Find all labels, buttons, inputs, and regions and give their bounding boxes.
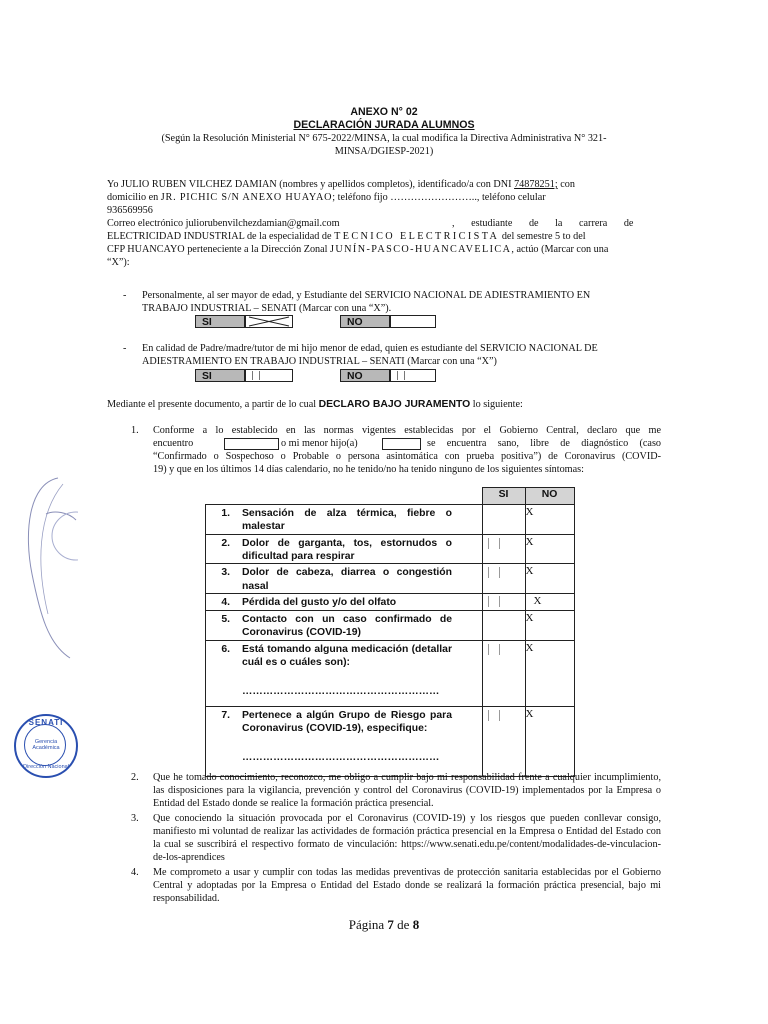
option-guardian-text	[142, 342, 662, 368]
no-cell[interactable]: X	[525, 564, 574, 594]
declarant-line-1	[107, 178, 662, 191]
table-row	[206, 706, 575, 776]
mark-instruction-end: “X”):	[107, 257, 130, 269]
declarant-name-text: Yo JULIO RUBEN VILCHEZ DAMIAN (nombres y apellidos completos), identificado/a con DNI	[107, 179, 515, 190]
option2-no-label: NO	[340, 369, 390, 382]
header-si: SI	[482, 488, 525, 505]
option-dash-2: -	[123, 343, 127, 354]
no-cell[interactable]: X	[525, 610, 574, 640]
declarant-line-5	[107, 230, 662, 243]
stamp-bottom-text: Dirección Nacional	[23, 764, 69, 770]
symptom-text: Dolor de garganta, tos, estornudos o dificultad para respirar	[242, 537, 452, 562]
mark-instruction: , actúo (Marcar con una	[511, 244, 609, 256]
si-cell[interactable]	[482, 706, 525, 776]
item1-line3: “Confirmado o Sospechoso o Probable o persona asintomática con prueba positiva”) de Coronavirus (COVID-	[153, 451, 661, 463]
option2-si-label: SI	[195, 369, 245, 382]
intro-pre: Mediante el presente documento, a partir de lo cual	[107, 399, 319, 410]
item4-number: 4.	[131, 867, 139, 878]
career-value: ELECTRICIDAD INDUSTRIAL de la especialidad de	[107, 231, 335, 243]
symptom-cell	[206, 593, 483, 610]
symptom-number: 1.	[221, 508, 230, 519]
declarant-line-2	[107, 191, 662, 204]
sworn-intro	[107, 398, 523, 411]
table-row	[206, 593, 575, 610]
no-cell[interactable]: X	[525, 593, 574, 610]
symptom-number: 5.	[221, 613, 230, 625]
annex-number: ANEXO N° 02	[350, 106, 418, 118]
child-checkbox[interactable]	[382, 438, 421, 450]
declarant-paragraph	[107, 178, 662, 269]
symptom-number: 7.	[221, 709, 230, 721]
document-subtitle	[100, 132, 668, 158]
semester-text: del semestre 5 to del	[499, 231, 586, 243]
stamp-outer-text: SENATI	[28, 718, 64, 727]
empty-mark-icon	[252, 371, 260, 380]
no-cell[interactable]: X	[525, 640, 574, 706]
si-cell[interactable]	[482, 505, 525, 535]
empty-mark-icon	[488, 596, 500, 607]
symptom-cell	[206, 610, 483, 640]
page-number	[0, 917, 768, 934]
option1-line1: Personalmente, al ser mayor de edad, y Estudiante del SERVICIO NACIONAL DE ADIESTRAMIENTO EN	[142, 290, 591, 301]
subtitle-line-2: MINSA/DGIESP-2021)	[334, 146, 434, 158]
symptom-text: Contacto con un caso confirmado de Coronavirus (COVID-19)	[242, 613, 452, 639]
symptom-number: 3.	[221, 567, 230, 579]
option-personal-text	[142, 289, 662, 315]
phone-value: 936569956	[107, 205, 153, 217]
table-row	[206, 505, 575, 535]
no-cell[interactable]: X	[525, 505, 574, 535]
option1-line2: TRABAJO INDUSTRIAL – SENATI (Marcar con una “X”).	[142, 303, 392, 315]
career-label: , estudiante de la carrera de	[452, 218, 634, 230]
symptom-cell	[206, 640, 483, 706]
option1-no-label: NO	[340, 315, 390, 328]
option2-no-checkbox[interactable]	[390, 369, 436, 382]
self-checkbox[interactable]	[224, 438, 279, 450]
si-cell[interactable]	[482, 564, 525, 594]
item1-child-label: o mi menor hijo(a)	[281, 438, 358, 450]
page-label: Página	[348, 917, 388, 932]
header-no: NO	[525, 488, 574, 505]
empty-mark-icon	[488, 567, 500, 578]
item4-text: Me comprometo a usar y cumplir con todas las medidas preventivas de protección sanitaria establecidas por el Gobierno Central y adoptadas por la Empresa o Entidad del Estado donde se realizará la formación práctica presencial, bajo mi responsabilidad.	[153, 867, 661, 905]
symptom-text: Pertenece a algún Grupo de Riesgo para Coronavirus (COVID-19), especifique:	[242, 709, 452, 734]
option1-no-checkbox[interactable]	[390, 315, 436, 328]
symptom-number: 4.	[221, 596, 230, 608]
option1-si-label: SI	[195, 315, 245, 328]
page-of: de	[393, 917, 413, 932]
x-mark-icon	[246, 316, 292, 327]
dni-value: 74878251;	[514, 179, 558, 190]
symptom-text: Pérdida del gusto y/o del olfato	[242, 596, 397, 608]
no-cell[interactable]: X	[525, 534, 574, 564]
risk-group-fill-line[interactable]: …………………………………………………	[242, 752, 440, 764]
empty-mark-icon	[488, 644, 500, 655]
symptom-text: Está tomando alguna medicación (detallar cuál es o cuáles son):	[242, 643, 452, 668]
item1-text	[153, 424, 661, 476]
option2-line2: ADIESTRAMIENTO EN TRABAJO INDUSTRIAL – SENATI (Marcar con una “X”)	[142, 356, 497, 368]
option-dash-1: -	[123, 290, 127, 301]
senati-stamp	[14, 714, 78, 778]
empty-mark-icon	[488, 710, 500, 721]
declarant-line-4	[107, 217, 662, 230]
item1-encuentro: encuentro	[153, 438, 194, 450]
no-cell[interactable]: X	[525, 706, 574, 776]
item1-healthy-text: se encuentra sano, libre de diagnóstico (caso	[427, 438, 661, 450]
si-cell[interactable]	[482, 640, 525, 706]
table-row	[206, 640, 575, 706]
symptom-cell	[206, 564, 483, 594]
intro-bold: DECLARO BAJO JURAMENTO	[318, 399, 471, 410]
item1-line4: 19) y que en los últimos 14 días calendario, no he tenido/no ha tenido ninguno de los siguientes síntomas:	[153, 464, 584, 476]
table-row	[206, 564, 575, 594]
stamp-inner-text: Gerencia Académica	[32, 739, 60, 752]
cfp-text: CFP HUANCAYO perteneciente a la Dirección Zonal	[107, 244, 331, 256]
si-cell[interactable]	[482, 593, 525, 610]
symptom-cell	[206, 534, 483, 564]
medication-fill-line[interactable]: …………………………………………………	[242, 686, 440, 698]
symptoms-table	[205, 487, 575, 777]
symptoms-header-row	[206, 488, 575, 505]
empty-mark-icon	[488, 538, 500, 549]
item2-text: Que he tomado conocimiento, reconozco, me obligo a cumplir bajo mi responsabilidad frente a cualquier incumplimiento, las disposiciones para la vigilancia, prevención y control del Coronavirus (COVID-19) implementados por la Empresa o Entidad del Estado donde se realice la formación práctica presencial.	[153, 772, 661, 810]
table-row	[206, 610, 575, 640]
zone-value: JUNÍN-PASCO-HUANCAVELICA	[330, 244, 512, 256]
declarant-line1-end: con	[557, 179, 575, 190]
page-total: 8	[412, 917, 420, 932]
symptom-number: 2.	[221, 537, 230, 549]
symptom-text: Dolor de cabeza, diarrea o congestión nasal	[242, 567, 452, 592]
subtitle-line-1: (Según la Resolución Ministerial N° 675-2022/MINSA, la cual modifica la Directiva Administrativa N° 321-	[161, 133, 607, 144]
option1-si-checkbox[interactable]	[245, 315, 293, 328]
table-row	[206, 534, 575, 564]
specialty-value: TECNICO ELECTRICISTA	[334, 231, 500, 243]
symptom-number: 6.	[221, 643, 230, 655]
symptom-text: Sensación de alza térmica, fiebre o malestar	[242, 508, 452, 533]
si-cell[interactable]	[482, 610, 525, 640]
symptom-cell	[206, 505, 483, 535]
document-title: DECLARACIÓN JURADA ALUMNOS	[293, 119, 475, 131]
item1-number: 1.	[131, 425, 139, 436]
item1-line1: Conforme a lo establecido en las normas vigentes establecidas por el Gobierno Central, declaro que me	[153, 425, 661, 436]
symptom-cell	[206, 706, 483, 776]
address-label: domicilio en	[107, 192, 161, 204]
header-spacer	[206, 488, 483, 505]
item1-line2	[153, 437, 661, 450]
email-value: Correo electrónico juliorubenvilchezdamian@gmail.com	[107, 218, 340, 230]
si-cell[interactable]	[482, 534, 525, 564]
signature-stamp-partial	[18, 474, 78, 664]
item2-number: 2.	[131, 772, 139, 783]
empty-mark-icon	[397, 371, 405, 380]
item3-text: Que conociendo la situación provocada por el Coronavirus (COVID-19) y los riesgos que pueden conllevar consigo, manifiesto mi voluntad de realizar las actividades de formación práctica presencial en la Empresa o Entidad del Estado con la cual se suscribirá el respectivo formato de vinculación: https://www.senati.edu.pe/content/modalidades-de-vinculacion-de-los-aprendices	[153, 813, 661, 864]
address-value: JR. PICHIC S/N ANEXO HUAYAO	[160, 192, 333, 204]
option2-si-checkbox[interactable]	[245, 369, 293, 382]
phone-labels: ; teléfono fijo …………………….., teléfono celular	[332, 192, 546, 204]
page-current: 7	[387, 917, 394, 932]
declarant-line-6	[107, 243, 662, 256]
option2-line1: En calidad de Padre/madre/tutor de mi hijo menor de edad, quien es estudiante del SERVICIO NACIONAL DE	[142, 343, 598, 354]
intro-post: lo siguiente:	[470, 399, 523, 410]
item3-number: 3.	[131, 813, 139, 824]
